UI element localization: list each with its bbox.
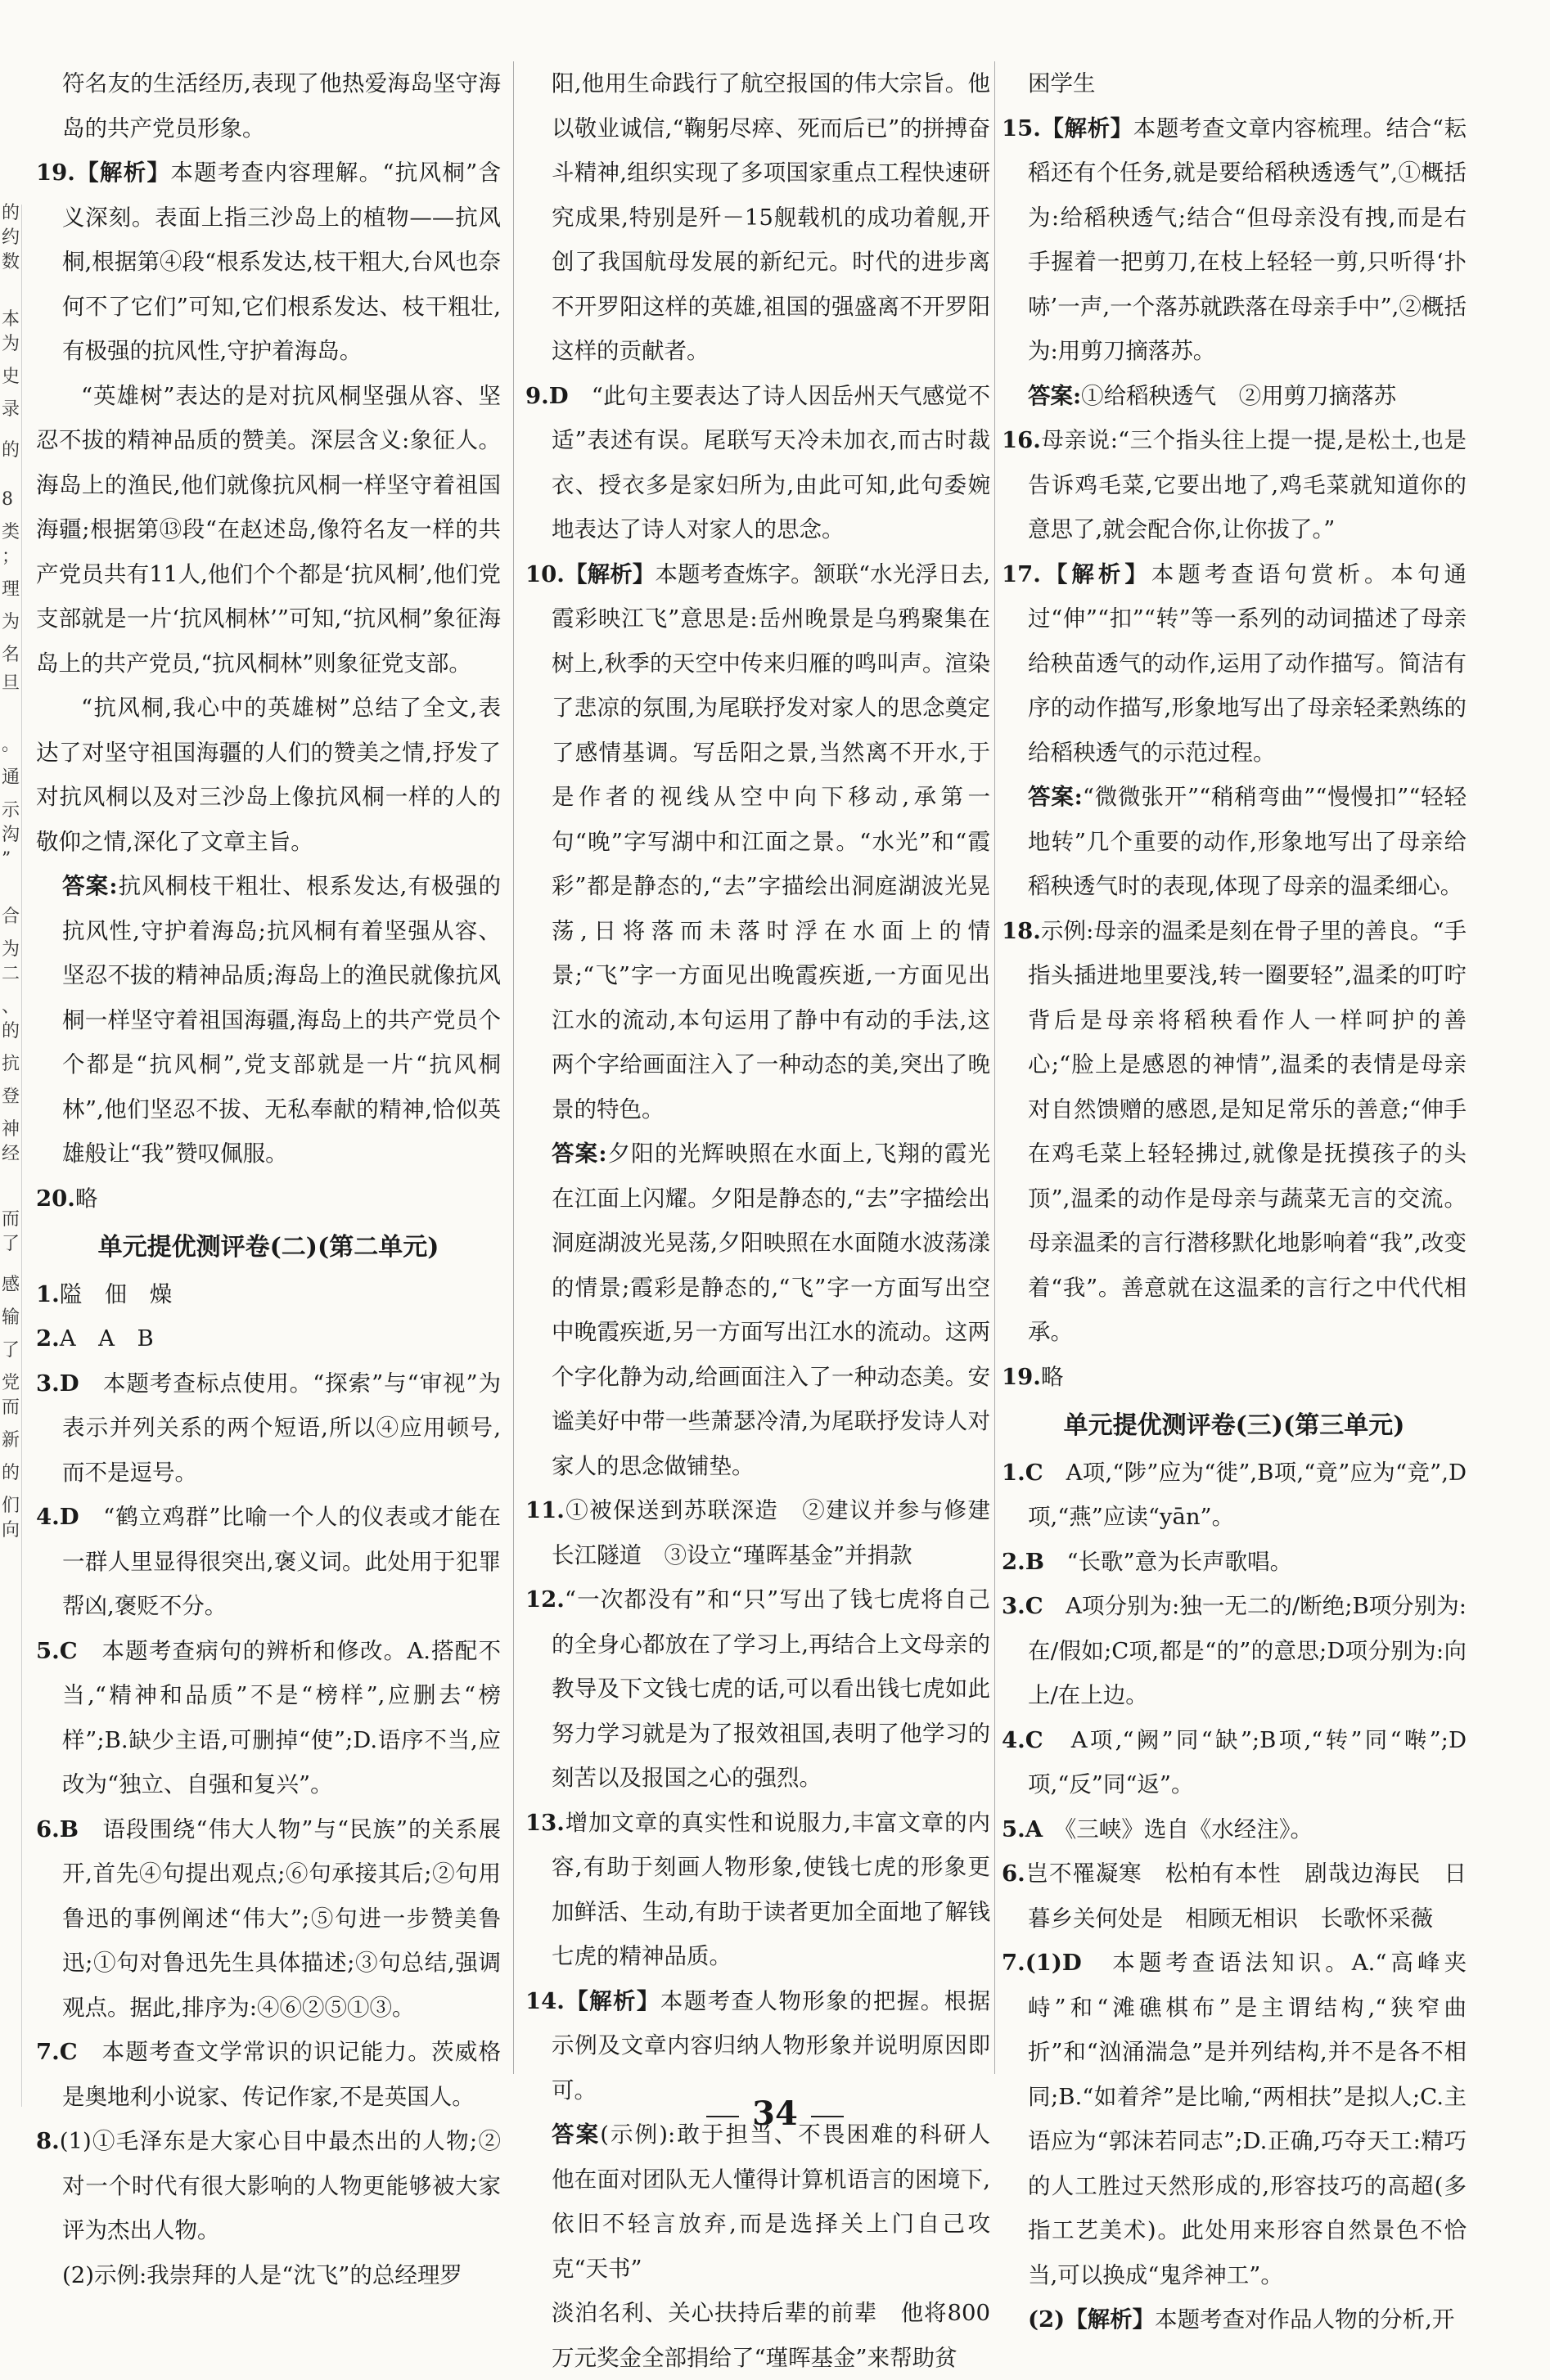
item-text: A项,“陟”应为“徙”,B项,“竟”应为“竞”,D项,“燕”应读“yān”。 [1028,1459,1467,1530]
item-text: (1)①毛泽东是大家心目中最杰出的人物;②对一个时代有很大影响的人物更能够被大家评为杰出人物。 [59,2128,501,2243]
gutter-char: 录 [2,399,20,420]
item-number: 5. [1002,1815,1025,1842]
gutter-char: 为 [2,939,20,960]
item-text: 淡泊名利、关心扶持后辈的前辈 他将800万元奖金全部捐给了“瑾晖基金”来帮助贫 [552,2300,990,2371]
text-paragraph [36,374,501,686]
item-number: 9. [525,382,549,409]
item-number: 4. [1002,1726,1025,1753]
item-keyword: C [1025,1459,1043,1486]
item-number: 2. [1002,1548,1025,1575]
gutter-char: 史 [2,367,20,387]
item-keyword: C [1025,1726,1043,1753]
question-item [36,2119,501,2253]
item-number: 3. [36,1370,60,1397]
item-number: 7. [1002,1950,1025,1976]
text-paragraph [1002,61,1467,106]
question-item [36,1807,501,2031]
item-text: “此句主要表达了诗人因岳州天气感觉不适”表述有误。尾联写天冷未加衣,而古时裁衣、授衣多是家妇所为,由此可知,此句委婉地表达了诗人对家人的思念。 [552,382,990,542]
question-item [36,1316,501,1361]
item-text: 本题考查炼字。颔联“水光浮日去,霞彩映江飞”意思是:岳州晚景是乌鸦聚集在树上,秋季的天空中传来归雁的鸣叫声。渲染了悲凉的氛围,为尾联抒发对家人的思念奠定了感情基调。写岳阳之景,当然离不开水,于是作者的视线从空中向下移动,承第一句“晚”字写湖中和江面之景。“水光”和“霞彩”都是静态的,“去”字描绘出洞庭湖波光晃荡,日将落而未落时浮在水面上的情景;“飞”字一方面见出晚霞疾逝,一方面见出江水的流动,本句运用了静中有动的手法,这两个字给画面注入了一种动态的美,突出了晚景的特色。 [552,560,990,1123]
column-right [1002,61,1467,2333]
item-number: 6. [36,1815,60,1842]
section-heading: 单元提优测评卷(三)(第三单元) [1063,1411,1405,1440]
item-keyword: 【解析】 [74,160,171,186]
item-number: 1. [1002,1459,1025,1486]
item-text: A项分别为:独一无二的/断绝;B项分别为:在/假如;C项,都是“的”的意思;D项分别为:向上/在上边。 [1028,1593,1467,1708]
question-item [1002,552,1467,776]
item-keyword: (2)【解析】 [1028,2306,1156,2333]
gutter-char: 登 [2,1087,20,1107]
gutter-char: 党 [2,1373,20,1393]
item-number: 1. [36,1280,60,1307]
item-number: 18. [1002,917,1041,944]
gutter-char: 通 [2,767,20,788]
item-keyword: 【解析】 [564,1987,660,2014]
column-divider [513,61,514,2074]
question-item [36,1495,501,1629]
item-keyword: 【解析】 [564,560,656,587]
gutter-char: 、 [2,997,20,1017]
item-keyword: 答案: [1028,382,1082,409]
text-paragraph [36,61,501,151]
item-number: 3. [1002,1593,1025,1619]
question-item [1002,418,1467,552]
item-text: A A B [59,1325,154,1352]
gutter-char: ； [2,547,20,567]
question-item [36,151,501,374]
item-text: 本题考查文章内容梳理。结合“耘稻还有个任务,就是要给稻秧透透气”,①概括为:给稻秧透气;结合“但母亲没有拽,而是右手握着一把剪刀,在枝上轻轻一剪,只听得‘扑哧’一声,一个落苏就跌落在母亲手中”,②概括为:用剪刀摘落苏。 [1028,115,1467,364]
item-keyword: 答案: [62,873,118,899]
gutter-char: 输 [2,1307,20,1328]
item-number: 11. [525,1497,565,1523]
gutter-char: 沟 [2,825,20,845]
item-number: 13. [525,1809,565,1836]
item-text: ①被保送到苏联深造 ②建议并参与修建长江隧道 ③设立“瑾晖基金”并捐款 [552,1497,990,1568]
item-number: 15. [1002,115,1041,142]
item-number: 5. [36,1637,60,1664]
item-number: 19. [1002,1363,1041,1390]
item-keyword: C [1025,1593,1043,1619]
item-number: 12. [525,1586,565,1613]
gutter-char: 理 [2,579,20,600]
gutter-char: 数 [2,252,20,272]
answer-paragraph [1002,775,1467,909]
item-text: 本题考查标点使用。“探索”与“审视”为表示并列关系的两个短语,所以④应用顿号,而不是逗号。 [62,1370,501,1486]
item-keyword: 答案 [552,2121,601,2148]
gutter-char: 8 [2,489,13,510]
question-item [1002,1540,1467,1585]
item-text: “英雄树”表达的是对抗风桐坚强从容、坚忍不拔的精神品质的赞美。深层含义:象征人。海岛上的渔民,他们就像抗风桐一样坚守着祖国海疆;根据第⑬段“在赵述岛,像符名友一样的共产党员共有11人,他们个个都是‘抗风桐’,他们党支部就是一片‘抗风桐林’”可知,“抗风桐”象征海岛上的共产党员,“抗风桐林”则象征党支部。 [36,382,501,677]
gutter-char: 名 [2,645,20,665]
item-text: “鹤立鸡群”比喻一个人的仪表或才能在一群人里显得很突出,褒义词。此处用于犯罪帮凶,褒贬不分。 [62,1504,501,1619]
gutter-char: 抗 [2,1054,20,1074]
item-text: 符名友的生活经历,表现了他热爱海岛坚守海岛的共产党员形象。 [62,70,501,142]
item-text: 本题考查语法知识。A.“高峰夹峙”和“滩礁棋布”是主谓结构,“狭窄曲折”和“汹涌湍急”是并列结构,并不是各不相同;B.“如着斧”是比喻,“两相扶”是拟人;C.主语应为“郭沫若同志”;D.正确,巧夺天工:精巧的人工胜过天然形成的,形容技巧的高超(多指工艺美术)。此处用来形容自然景色不恰当,可以换成“鬼斧神工”。 [1028,1950,1467,2288]
item-text: 本题考查文学常识的识记能力。茨威格是奥地利小说家、传记作家,不是英国人。 [62,2039,501,2110]
item-text: “抗风桐,我心中的英雄树”总结了全文,表达了对坚守祖国海疆的人们的赞美之情,抒发了对抗风桐以及对三沙岛上像抗风桐一样的人的敬仰之情,深化了文章主旨。 [36,695,501,855]
gutter-char: 们 [2,1496,20,1516]
item-keyword: 答案: [552,1141,607,1167]
gutter-char: 的 [2,1021,20,1042]
question-item [36,1272,501,1317]
question-item [36,1177,501,1221]
item-text: 本题考查病句的辨析和修改。A.搭配不当,“精神和品质”不是“榜样”,应删去“榜样”;B.缺少主语,可删掉“使”;D.语序不当,应改为“独立、自强和复兴”。 [62,1637,501,1797]
item-text: 抗风桐枝干粗壮、根系发达,有极强的抗风性,守护着海岛;抗风桐有着坚强从容、坚忍不拔的精神品质;海岛上的渔民就像抗风桐一样坚守着祖国海疆,海岛上的共产党员个个都是“抗风桐”,党支部就是一片“抗风桐林”,他们坚忍不拔、无私奉献的精神,恰似英雄般让“我”赞叹佩服。 [62,873,501,1167]
question-item [1002,1851,1467,1941]
item-text: 夕阳的光辉映照在水面上,飞翔的霞光在江面上闪耀。夕阳是静态的,“去”字描绘出洞庭湖波光晃荡,夕阳映照在水面随水波荡漾的情景;霞彩是静态的,“飞”字一方面写出空中晚霞疾逝,另一方面写出江水的流动。这两个字化静为动,给画面注入了一种动态美。安谧美好中带一些萧瑟冷清,为尾联抒发诗人对家人的思念做铺垫。 [552,1141,990,1479]
item-text: 岂不罹凝寒 松柏有本性 剧哉边海民 日暮乡关何处是 相顾无相识 长歌怀采薇 [1025,1860,1467,1932]
item-number: 8. [36,2128,60,2154]
item-keyword: 【解析】 [1040,560,1151,587]
gutter-char: 示 [2,800,20,821]
item-text: “长歌”意为长声歌唱。 [1043,1548,1293,1575]
item-text: “一次都没有”和“只”写出了钱七虎将自己的全身心都放在了学习上,再结合上文母亲的教导及下文钱七虎的话,可以看出钱七虎如此努力学习就是为了报效祖国,表明了他学习的刻苦以及报国之心的强烈。 [552,1586,990,1791]
gutter-char: 的 [2,440,20,461]
item-number: 4. [36,1504,60,1530]
question-item [525,1488,990,1577]
item-keyword: (1)D [1025,1950,1082,1976]
column-divider [994,61,995,2074]
question-item [36,1361,501,1496]
gutter-char: 了 [2,1340,20,1361]
item-text: 示例:母亲的温柔是刻在骨子里的善良。“手指头插进地里要浅,转一圈要轻”,温柔的叮咛背后是母亲将稻秧看作人一样呵护的善心;“脸上是感恩的神情”,温柔的表情是母亲对自然馈赠的感恩,是知足常乐的善意;“伸手在鸡毛菜上轻轻拂过,就像是抚摸孩子的头顶”,温柔的动作是母亲与蔬菜无言的交流。母亲温柔的言行潜移默化地影响着“我”,改变着“我”。善意就在这温柔的言行之中代代相承。 [1028,917,1467,1345]
item-text: “微微张开”“稍稍弯曲”“慢慢扣”“轻轻地转”几个重要的动作,形象地写出了母亲给稻秧透气时的表现,体现了母亲的温柔细心。 [1028,784,1467,899]
item-number: 19. [36,160,75,186]
item-number: 10. [525,560,565,587]
item-text: 阳,他用生命践行了航空报国的伟大宗旨。他以敬业诚信,“鞠躬尽瘁、死而后已”的拼搏奋斗精神,组织实现了多项国家重点工程快速研究成果,特别是歼－15舰载机的成功着舰,开创了我国航母发展的新纪元。时代的进步离不开罗阳这样的英雄,祖国的强盛离不开罗阳这样的贡献者。 [552,70,990,364]
gutter-char: 而 [2,1209,20,1230]
item-text: 隘 佃 燥 [59,1280,173,1307]
item-text: 本题考查对作品人物的分析,开 [1155,2306,1455,2333]
gutter-char: 的 [2,1463,20,1483]
question-item [525,1801,990,1979]
item-number: 20. [36,1185,75,1212]
gutter-char: 约 [2,227,20,248]
page-footer [0,2094,1550,2133]
gutter-char: 感 [2,1275,20,1295]
item-text: A项,“阙”同“缺”;B项,“转”同“啭”;D项,“反”同“返”。 [1028,1726,1467,1797]
gutter-char: 为 [2,334,20,354]
item-text: 语段围绕“伟大人物”与“民族”的关系展开,首先④句提出观点;⑥句承接其后;②句用鲁迅的事例阐述“伟大”;⑤句进一步赞美鲁迅;①句对鲁迅先生具体描述;③句总结,强调观点。据此,排序为:④⑥②⑤①③。 [62,1815,501,2021]
footer-dash [811,2116,844,2117]
item-text: (2)示例:我崇拜的人是“沈飞”的总经理罗 [62,2261,462,2288]
text-paragraph [525,61,990,374]
item-text: 增加文章的真实性和说服力,丰富文章的内容,有助于刻画人物形象,使钱七虎的形象更加鲜活、生动,有助于读者更加全面地了解钱七虎的精神品质。 [552,1809,990,1969]
gutter-char: 神 [2,1119,20,1140]
question-item [1002,106,1467,374]
item-keyword: B [59,1815,79,1842]
page-number: 34 [752,2094,798,2133]
item-text: 略 [74,1185,98,1212]
question-item [1002,1584,1467,1718]
gutter-char: 了 [2,1234,20,1254]
question-item [525,374,990,552]
gutter-char: 旦 [2,673,20,694]
item-text: (示例):敢于担当、不畏困难的科研人 他在面对团队无人懂得计算机语言的困境下,依旧不轻言放弃,而是选择关上门自己攻克“天书” [552,2121,1013,2282]
gutter-char: 二 [2,964,20,984]
item-keyword: D [548,382,569,409]
item-number: 6. [1002,1860,1025,1887]
question-item [525,552,990,1132]
gutter-char: ” [2,849,11,870]
section-heading: 单元提优测评卷(二)(第二单元) [97,1233,439,1262]
item-number: 2. [36,1325,60,1352]
text-paragraph [1002,2297,1467,2342]
answer-paragraph [525,2112,1013,2291]
item-keyword: B [1025,1548,1044,1575]
item-text: ①给稻秧透气 ②用剪刀摘落苏 [1081,382,1397,409]
item-keyword: C [59,2039,78,2065]
item-number: 16. [1002,427,1041,453]
column-left [36,61,502,2288]
item-text: 本题考查人物形象的把握。根据示例及文章内容归纳人物形象并说明原因即可。 [552,1987,991,2103]
answer-paragraph [36,864,501,1177]
item-keyword: C [59,1637,78,1664]
item-number: 7. [36,2039,60,2065]
gutter-char: 本 [2,309,20,330]
item-number: 17. [1002,560,1041,587]
item-text: 《三峡》选自《水经注》。 [1043,1815,1313,1842]
question-item [1002,1355,1467,1400]
gutter-char: 经 [2,1144,20,1164]
question-item [1002,1451,1467,1540]
item-number: 14. [525,1987,565,2014]
text-paragraph [525,2291,990,2380]
item-keyword: A [1025,1815,1043,1842]
item-text: 本题考查内容理解。“抗风桐”含义深刻。表面上指三沙岛上的植物——抗风桐,根据第④段“根系发达,枝干粗大,台风也奈何不了它们”可知,它们根系发达、枝干粗壮,有极强的抗风性,守护着海岛。 [62,160,502,364]
question-item [1002,1807,1467,1852]
item-text: 困学生 [1028,70,1096,97]
item-keyword: 【解析】 [1040,115,1133,142]
binding-gutter [0,205,22,2107]
answer-paragraph [525,1132,990,1488]
question-item [1002,909,1467,1355]
answer-paragraph [1002,374,1467,419]
footer-dash [706,2116,739,2117]
item-keyword: D [59,1504,79,1530]
item-text: 母亲说:“三个指头往上提一提,是松土,也是告诉鸡毛菜,它要出地了,鸡毛菜就知道你的意思了,就会配合你,让你拔了。” [1028,427,1467,542]
gutter-char: 。 [2,735,20,755]
gutter-char: 向 [2,1520,20,1541]
gutter-char: 合 [2,907,20,927]
text-paragraph [36,686,501,864]
item-text: 本题考查语句赏析。本句通过“伸”“扣”“转”等一系列的动词描述了母亲给秧苗透气的动作,运用了动作描写。简洁有序的动作描写,形象地写出了母亲轻柔熟练的给稻秧透气的示范过程。 [1028,560,1467,766]
gutter-char: 而 [2,1397,20,1418]
question-item [525,1979,990,2113]
gutter-char: 新 [2,1430,20,1451]
item-text: 略 [1040,1363,1064,1390]
gutter-char: 类 [2,522,20,542]
item-keyword: D [59,1370,79,1397]
question-item [1002,1718,1467,1807]
question-item [525,1577,990,1801]
text-paragraph [36,2253,501,2298]
question-item [36,1629,501,1807]
gutter-char: 的 [2,203,20,223]
gutter-char: 为 [2,612,20,632]
item-keyword: 答案: [1028,784,1083,810]
